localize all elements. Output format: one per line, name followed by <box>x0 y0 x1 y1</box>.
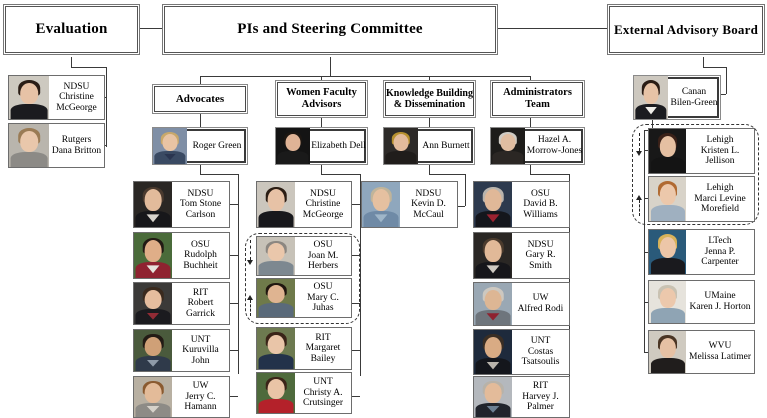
person-name-line2: Buchheit <box>183 260 218 271</box>
person-name-line1: Canan <box>681 86 707 97</box>
connector-pis-stem <box>330 57 331 76</box>
person-photo <box>649 331 686 373</box>
person-name <box>295 279 351 317</box>
person-photo <box>257 279 295 317</box>
person-name-line1: Jerry C. <box>185 391 216 402</box>
connector-kb-m1 <box>458 206 465 207</box>
person-name-line1: Gary R. Smith <box>525 250 556 271</box>
arrow-down-icon <box>636 151 642 156</box>
person-photo <box>134 182 172 227</box>
person-name-line1: Margaret Bailey <box>305 343 341 364</box>
person-photo <box>257 237 295 275</box>
header-evaluation-label: Evaluation <box>35 21 108 37</box>
person-name-line2: Morrow-Jones <box>526 146 583 156</box>
team-wfa-label-line1: Women Faculty <box>286 87 357 99</box>
person-name <box>172 182 229 227</box>
portrait-face <box>649 331 686 373</box>
person-card-wfa-1[interactable] <box>256 181 352 228</box>
person-name-line1: Joan M. Herbers <box>307 250 339 272</box>
person-card-admin-4[interactable] <box>473 329 570 375</box>
person-name-line1: Jenna P. <box>704 246 736 257</box>
person-name-line2: Palmer <box>527 402 554 413</box>
connector-adv-bus-h <box>200 174 238 175</box>
person-org: WVU <box>708 341 732 352</box>
person-name <box>512 233 569 278</box>
person-card-kb-1[interactable] <box>361 181 458 228</box>
person-name-line2: Carpenter <box>701 257 739 268</box>
person-org: NDSU <box>63 81 90 92</box>
portrait-face <box>649 129 686 173</box>
person-name <box>686 129 754 173</box>
portrait-face <box>257 237 295 275</box>
team-box-women-faculty-advisors[interactable] <box>275 80 368 118</box>
dashed-arrow-line-down <box>250 240 251 260</box>
portrait-face <box>474 233 512 278</box>
team-wfa-label-line2: Advisors <box>301 99 342 110</box>
portrait-face <box>257 373 295 413</box>
person-name <box>172 233 229 278</box>
person-name-line2: McCaul <box>413 209 444 220</box>
person-name-line1: Christy A. <box>303 387 343 398</box>
person-name-line1: Dana Britton <box>51 145 102 156</box>
person-name-line2: Bilen-Green <box>670 97 718 108</box>
team-advocates-label: Advocates <box>175 92 225 105</box>
person-org: RIT <box>315 332 331 343</box>
team-box-advocates[interactable] <box>152 84 248 114</box>
person-name-line1: Mary C. Juhas <box>307 292 339 314</box>
person-name-line1: Costas <box>527 346 554 357</box>
connector-eval-bus-v <box>106 67 107 147</box>
person-photo <box>474 377 512 417</box>
person-org: LTech <box>708 236 732 247</box>
person-name <box>512 182 569 227</box>
person-photo <box>474 283 512 325</box>
connector-team-bus <box>200 76 530 77</box>
person-name <box>295 373 351 413</box>
person-org: Lehigh <box>706 183 734 194</box>
person-name-line2: Hamann <box>184 402 217 413</box>
person-name-line1: Elizabeth Dell <box>311 140 366 151</box>
person-org: UW <box>192 381 209 392</box>
person-org: OSU <box>313 240 333 251</box>
person-card-advisory-2[interactable] <box>648 176 755 222</box>
connector-wfa-m1 <box>352 204 360 205</box>
person-name <box>172 283 229 324</box>
connector-adv-bus-v <box>238 174 239 374</box>
person-name-line1: Kevin D. <box>411 199 446 210</box>
person-card-advocates-2[interactable] <box>133 232 230 279</box>
person-name-line1: Alfred Rodi <box>517 304 564 314</box>
person-name-line2: McGeorge <box>302 209 344 220</box>
person-card-advisory-3[interactable] <box>648 229 755 275</box>
person-photo <box>491 128 525 164</box>
person-org: RIT <box>192 287 209 298</box>
connector-lead-4 <box>530 118 531 127</box>
connector-advisory-bus <box>703 67 726 68</box>
portrait-face <box>276 128 310 164</box>
person-name-line1: Robert Garrick <box>185 298 215 319</box>
person-card-wfa-5[interactable] <box>256 372 352 414</box>
person-photo <box>257 182 295 227</box>
connector-eval-stem <box>71 57 72 67</box>
person-name <box>172 330 229 371</box>
person-name-line1: David B. <box>523 199 558 210</box>
person-photo <box>134 283 172 324</box>
person-name <box>512 283 569 325</box>
person-name-line1: Tom Stone <box>179 199 222 210</box>
connector-advisory-stem <box>703 57 704 67</box>
person-name-line2: Morefield <box>701 204 739 215</box>
connector-advisory-canan <box>721 94 726 95</box>
person-card-advocates-4[interactable] <box>133 329 230 372</box>
arrow-up-icon <box>636 195 642 200</box>
person-name-line1: Hazel A. <box>537 135 572 146</box>
person-name <box>295 328 351 369</box>
person-photo <box>384 128 418 164</box>
team-kb-label-line2: & Dissemination <box>393 99 466 110</box>
portrait-face <box>134 330 172 371</box>
arrow-up-icon <box>247 295 253 300</box>
person-name-line1: Roger Green <box>192 140 242 151</box>
person-photo <box>474 233 512 278</box>
person-card-wfa-2[interactable] <box>256 236 352 276</box>
portrait-face <box>257 182 295 227</box>
arrow-down-icon <box>247 260 253 265</box>
team-admin-label-line2: Team <box>525 99 550 110</box>
person-photo <box>634 76 668 119</box>
connector-adv-m5 <box>230 396 238 397</box>
dashed-arrow-line-up <box>250 300 251 316</box>
connector-kb-bus-v <box>465 174 466 206</box>
connector-wfa-m5 <box>352 396 360 397</box>
person-card-advisory-4[interactable] <box>648 280 755 324</box>
person-name-line2: Tsatsoulis <box>521 357 560 368</box>
person-name-line1: Marci Levine <box>694 193 746 204</box>
person-card-evaluation-1[interactable] <box>8 75 105 120</box>
person-photo <box>153 128 187 164</box>
portrait-face <box>362 182 400 227</box>
connector-adv-stem <box>200 165 201 174</box>
connector-kb-stem <box>429 165 430 174</box>
portrait-face <box>474 377 512 417</box>
person-org: Lehigh <box>706 135 734 146</box>
person-card-admin-3[interactable] <box>473 282 570 326</box>
portrait-face <box>491 128 525 164</box>
portrait-face <box>153 128 187 164</box>
connector-wfa-m4 <box>352 350 360 351</box>
person-photo <box>9 124 49 167</box>
connector-adv-m4 <box>230 350 238 351</box>
portrait-face <box>649 281 686 323</box>
person-name <box>295 237 351 275</box>
portrait-face <box>9 76 49 119</box>
person-org: UNT <box>313 377 333 388</box>
person-card-wfa-4[interactable] <box>256 327 352 370</box>
connector-advisory-bus-v <box>726 67 727 94</box>
portrait-face <box>634 76 668 119</box>
person-name <box>295 182 351 227</box>
person-name-line1: Rudolph <box>184 250 217 261</box>
connector-lead-1 <box>200 114 201 127</box>
person-photo <box>134 233 172 278</box>
person-org: OSU <box>190 239 210 250</box>
person-name <box>686 331 754 373</box>
person-photo <box>649 230 686 274</box>
person-name <box>686 281 754 323</box>
person-name-line1: Harvey J. <box>522 391 559 402</box>
person-photo <box>134 330 172 371</box>
person-card-lead-admin[interactable] <box>490 127 585 165</box>
header-external-advisory-board[interactable] <box>607 4 765 55</box>
person-card-admin-1[interactable] <box>473 181 570 228</box>
connector-lead-2 <box>321 118 322 127</box>
person-card-lead-advocates[interactable] <box>152 127 248 165</box>
person-name <box>668 76 720 119</box>
person-org: OSU <box>530 188 550 199</box>
portrait-face <box>384 128 418 164</box>
dashed-arrow-line-down-eab <box>639 133 640 151</box>
person-photo <box>649 177 686 221</box>
person-name-line1: Kristen L. <box>700 145 740 156</box>
portrait-face <box>134 377 172 417</box>
person-card-admin-2[interactable] <box>473 232 570 279</box>
portrait-face <box>474 283 512 325</box>
header-evaluation[interactable] <box>3 4 140 55</box>
portrait-face <box>134 283 172 324</box>
person-name <box>310 128 367 164</box>
person-card-evaluation-2[interactable] <box>8 123 105 168</box>
header-advisory-label: External Advisory Board <box>614 21 758 37</box>
person-org: NDSU <box>415 188 442 199</box>
person-photo <box>474 182 512 227</box>
person-photo <box>9 76 49 119</box>
person-org: UNT <box>530 336 551 347</box>
person-name-line1: Ann Burnett <box>422 140 470 151</box>
person-org: NDSU <box>310 188 336 199</box>
connector-wfa-stem <box>321 165 322 174</box>
person-org: NDSU <box>527 239 554 250</box>
team-admin-label-line1: Administrators <box>503 87 572 99</box>
team-box-administrators[interactable] <box>490 80 585 118</box>
person-name <box>187 128 247 164</box>
person-photo <box>257 373 295 413</box>
person-name-line1: Christine <box>59 92 94 103</box>
person-card-advocates-1[interactable] <box>133 181 230 228</box>
person-card-lead-wfa[interactable] <box>275 127 368 165</box>
connector-admin-bus-h <box>530 174 569 175</box>
person-photo <box>362 182 400 227</box>
person-name-line2: Carlson <box>185 209 216 220</box>
connector-kb-bus-h <box>429 174 465 175</box>
person-card-advocates-3[interactable] <box>133 282 230 325</box>
person-name <box>49 76 104 119</box>
person-photo <box>649 129 686 173</box>
connector-lead-3 <box>429 118 430 127</box>
person-org: Rutgers <box>61 134 92 145</box>
person-card-advocates-5[interactable] <box>133 376 230 418</box>
person-name <box>686 230 754 274</box>
person-name <box>512 330 569 374</box>
portrait-face <box>649 230 686 274</box>
person-card-advisory-1[interactable] <box>648 128 755 174</box>
person-photo <box>649 281 686 323</box>
portrait-face <box>9 124 49 167</box>
person-name-line2: Jellison <box>705 156 735 167</box>
portrait-face <box>134 233 172 278</box>
header-pis-label: PIs and Steering Committee <box>237 21 423 37</box>
portrait-face <box>134 182 172 227</box>
person-card-lead-kb[interactable] <box>383 127 475 165</box>
person-card-wfa-3[interactable] <box>256 278 352 318</box>
person-photo <box>257 328 295 369</box>
team-kb-label-line1: Knowledge Building <box>386 87 473 99</box>
connector-adv-m2 <box>230 255 238 256</box>
header-pis-steering-committee[interactable] <box>162 4 498 55</box>
person-name <box>49 124 104 167</box>
person-name <box>512 377 569 417</box>
connector-team-1 <box>200 76 201 84</box>
person-card-admin-5[interactable] <box>473 376 570 418</box>
person-org: OSU <box>313 282 333 293</box>
portrait-face <box>257 279 295 317</box>
person-name-line2: Williams <box>523 209 558 220</box>
person-name-line2: McGeorge <box>56 102 97 113</box>
person-name <box>172 377 229 417</box>
person-name <box>525 128 584 164</box>
person-org: NDSU <box>187 188 214 199</box>
person-org: RIT <box>532 381 549 392</box>
person-org: UW <box>532 293 549 304</box>
person-name-line1: Melissa Latimer <box>689 352 751 362</box>
connector-wfa-bus-h <box>321 174 360 175</box>
portrait-face <box>649 177 686 221</box>
person-name-line1: Kuruvilla John <box>182 345 219 366</box>
connector-pis-advisory <box>498 28 607 29</box>
connector-eval-bus-h <box>71 67 106 68</box>
person-photo <box>276 128 310 164</box>
person-card-advisory-5[interactable] <box>648 330 755 374</box>
person-name <box>418 128 474 164</box>
person-photo <box>474 330 512 374</box>
person-name <box>686 177 754 221</box>
connector-admin-stem <box>530 165 531 174</box>
portrait-face <box>257 328 295 369</box>
person-photo <box>134 377 172 417</box>
person-org: UMaine <box>704 291 736 302</box>
portrait-face <box>474 330 512 374</box>
portrait-face <box>474 182 512 227</box>
dashed-arrow-line-up-eab <box>639 200 640 216</box>
person-name-line1: Karen J. Horton <box>689 302 751 312</box>
team-box-knowledge-building[interactable] <box>383 80 476 118</box>
person-org: UNT <box>190 334 211 345</box>
person-card-advisory-lead[interactable] <box>633 75 721 120</box>
connector-adv-m3 <box>230 303 238 304</box>
person-name-line1: Christine <box>305 199 341 210</box>
person-name-line2: Crutsinger <box>302 398 344 409</box>
connector-eval-pis <box>140 28 162 29</box>
person-name <box>400 182 457 227</box>
connector-adv-m1 <box>230 204 238 205</box>
